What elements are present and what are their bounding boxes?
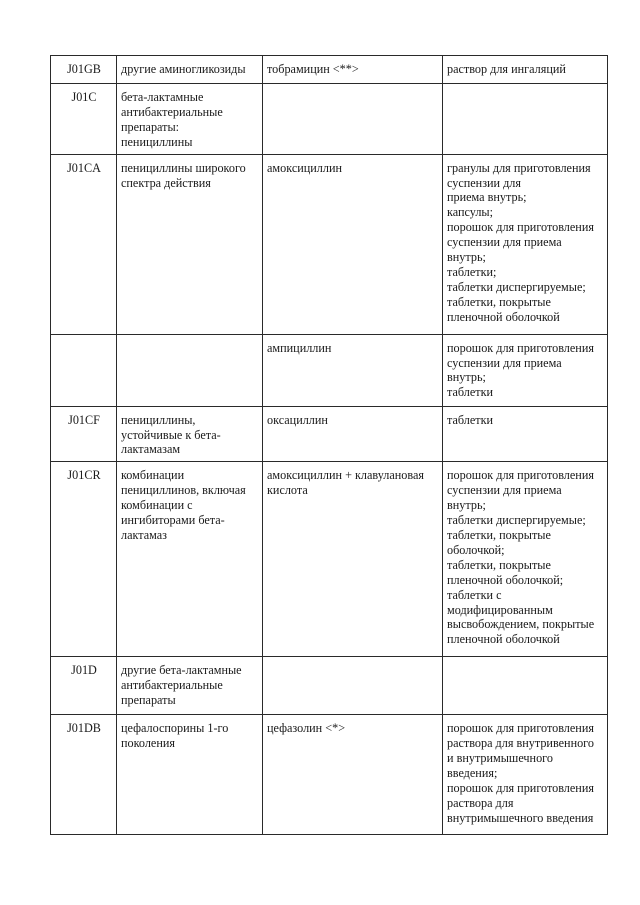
drug-name-line: амоксициллин + клавулановая — [267, 468, 425, 483]
drug-name-cell — [263, 334, 443, 406]
group-line: препараты — [121, 693, 176, 708]
dosage-forms-line: порошок для приготовления — [447, 780, 594, 795]
group-line: поколения — [121, 736, 175, 751]
group-line: ингибиторами бета- — [121, 513, 225, 528]
dosage-forms-cell — [443, 462, 608, 657]
dosage-forms-line: таблетки диспергируемые; — [447, 279, 586, 294]
atc-code-cell: J01D — [51, 657, 117, 715]
dosage-forms-line: внутрь; — [447, 370, 486, 385]
group-line: пенициллины широкого — [121, 160, 246, 175]
group-cell — [117, 715, 263, 835]
atc-code-cell: J01GB — [51, 56, 117, 84]
dosage-forms-line: суспензии для приема — [447, 355, 562, 370]
dosage-forms-line: приема внутрь; — [447, 190, 527, 205]
group-line: спектра действия — [121, 175, 211, 190]
table-row — [51, 56, 608, 84]
dosage-forms-cell — [443, 334, 608, 406]
dosage-forms-line: таблетки — [447, 412, 494, 427]
dosage-forms-line: таблетки диспергируемые; — [447, 513, 586, 528]
dosage-forms-line: суспензии для приема — [447, 235, 562, 250]
group-line: устойчивые к бета- — [121, 427, 221, 442]
table-row — [51, 715, 608, 835]
dosage-forms-cell — [443, 715, 608, 835]
group-line: пенициллины, — [121, 412, 196, 427]
group-cell — [117, 462, 263, 657]
table-row — [51, 657, 608, 715]
group-line: комбинации — [121, 468, 185, 483]
dosage-forms-line: высвобождением, покрытые — [447, 617, 595, 632]
drug-name-cell — [263, 462, 443, 657]
dosage-forms-line: суспензии для приема — [447, 483, 562, 498]
group-cell — [117, 56, 263, 84]
drug-name-cell — [263, 154, 443, 334]
group-line: препараты: — [121, 119, 180, 134]
drug-classification-table — [50, 55, 608, 835]
table-row — [51, 84, 608, 155]
atc-code-cell: J01C — [51, 84, 117, 155]
dosage-forms-line: и внутримышечного — [447, 751, 553, 766]
dosage-forms-line: капсулы; — [447, 205, 493, 220]
group-line: антибактериальные — [121, 104, 223, 119]
dosage-forms-line: модифицированным — [447, 602, 553, 617]
dosage-forms-line: внутрь; — [447, 250, 486, 265]
dosage-forms-line: введения; — [447, 766, 498, 781]
dosage-forms-line: пленочной оболочкой — [447, 632, 560, 647]
dosage-forms-line: суспензии для — [447, 175, 521, 190]
group-line: цефалоспорины 1-го — [121, 721, 229, 736]
atc-code-cell: J01CR — [51, 462, 117, 657]
dosage-forms-line: раствора для — [447, 795, 514, 810]
table-body — [51, 56, 608, 835]
dosage-forms-line: раствора для внутривенного — [447, 736, 594, 751]
dosage-forms-line: порошок для приготовления — [447, 721, 594, 736]
drug-name-line: ампициллин — [267, 340, 332, 355]
table-row — [51, 334, 608, 406]
drug-name-cell — [263, 84, 443, 155]
table-row — [51, 154, 608, 334]
group-cell — [117, 334, 263, 406]
drug-name-cell — [263, 406, 443, 462]
group-cell — [117, 657, 263, 715]
group-line: бета-лактамные — [121, 90, 204, 104]
group-cell — [117, 84, 263, 155]
table-row — [51, 462, 608, 657]
drug-name-cell — [263, 56, 443, 84]
drug-name-line: кислота — [267, 483, 308, 498]
group-line: другие бета-лактамные — [121, 663, 242, 678]
group-line: лактамаз — [121, 527, 167, 542]
group-cell — [117, 154, 263, 334]
group-line: антибактериальные — [121, 678, 223, 693]
drug-name-cell — [263, 657, 443, 715]
dosage-forms-line: таблетки, покрытые — [447, 294, 551, 309]
dosage-forms-line: порошок для приготовления — [447, 468, 594, 483]
dosage-forms-line: порошок для приготовления — [447, 340, 594, 355]
atc-code-cell: J01CF — [51, 406, 117, 462]
group-line: пенициллинов, включая — [121, 483, 246, 498]
dosage-forms-line: оболочкой; — [447, 542, 505, 557]
dosage-forms-line: таблетки; — [447, 264, 497, 279]
dosage-forms-line: раствор для ингаляций — [447, 62, 566, 76]
dosage-forms-line: пленочной оболочкой — [447, 309, 560, 324]
dosage-forms-cell — [443, 56, 608, 84]
drug-name-line: оксациллин — [267, 412, 328, 427]
group-line: пенициллины — [121, 134, 193, 149]
group-line: лактамазам — [121, 442, 181, 457]
dosage-forms-line: таблетки, покрытые — [447, 527, 551, 542]
dosage-forms-line: таблетки, покрытые — [447, 557, 551, 572]
atc-code-cell — [51, 334, 117, 406]
dosage-forms-line: гранулы для приготовления — [447, 160, 591, 175]
group-cell — [117, 406, 263, 462]
drug-name-line: цефазолин <*> — [267, 721, 346, 736]
drug-name-cell — [263, 715, 443, 835]
dosage-forms-line: порошок для приготовления — [447, 220, 594, 235]
group-line: комбинации с — [121, 498, 193, 513]
drug-name-line: амоксициллин — [267, 160, 343, 175]
table-row — [51, 406, 608, 462]
drug-name-line: тобрамицин <**> — [267, 62, 359, 76]
dosage-forms-line: внутрь; — [447, 498, 486, 513]
atc-code-cell: J01DB — [51, 715, 117, 835]
dosage-forms-cell — [443, 154, 608, 334]
dosage-forms-cell — [443, 657, 608, 715]
dosage-forms-cell — [443, 84, 608, 155]
group-line: другие аминогликозиды — [121, 62, 246, 76]
dosage-forms-line: внутримышечного введения — [447, 810, 594, 825]
dosage-forms-line: пленочной оболочкой; — [447, 572, 564, 587]
dosage-forms-line: таблетки с — [447, 587, 502, 602]
dosage-forms-line: таблетки — [447, 385, 494, 400]
atc-code-cell: J01CA — [51, 154, 117, 334]
dosage-forms-cell — [443, 406, 608, 462]
